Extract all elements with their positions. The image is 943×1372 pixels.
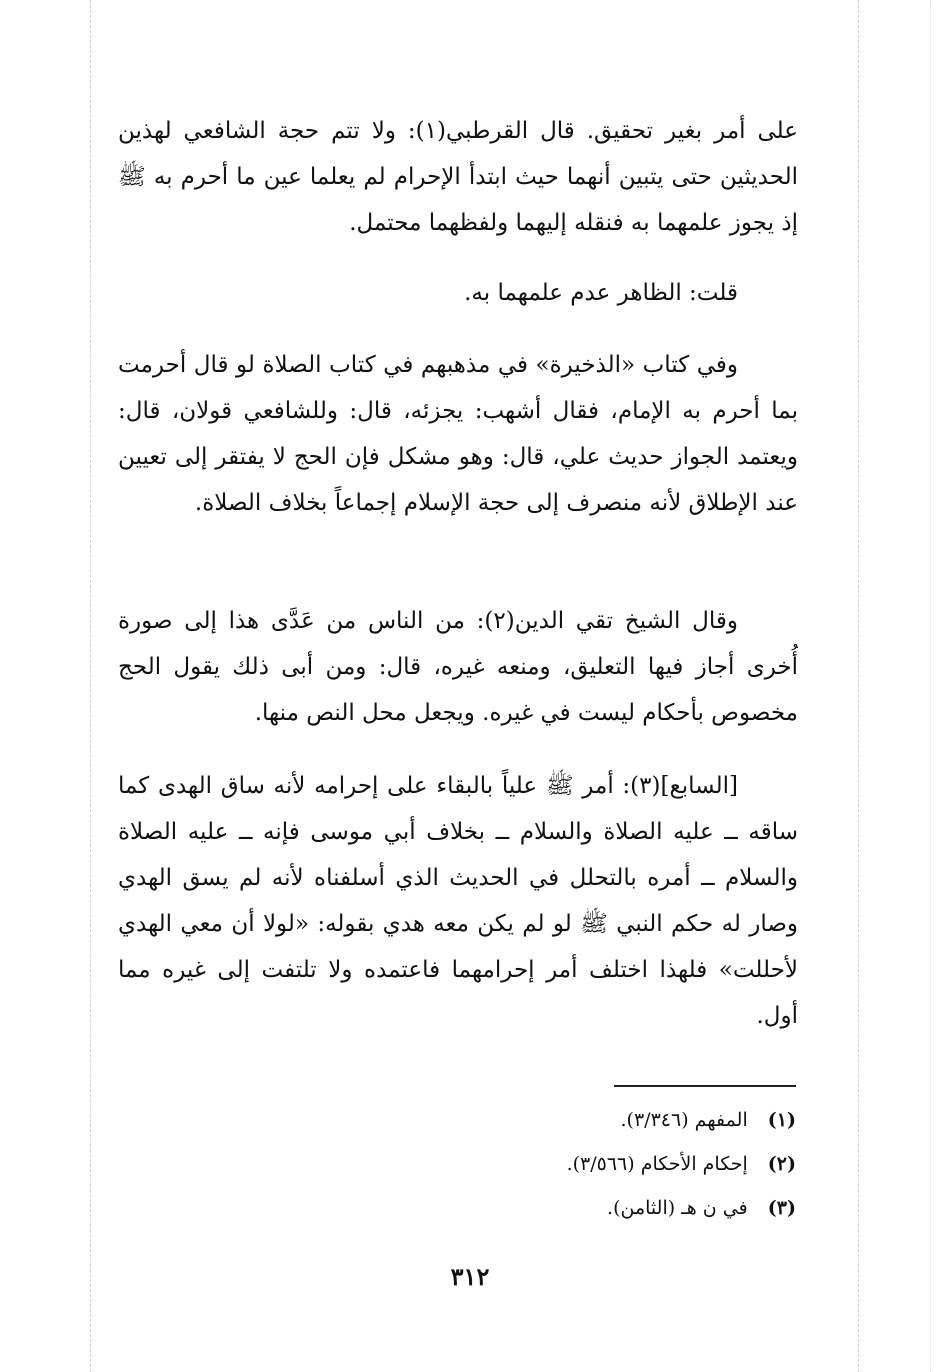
- footnote-2: [300, 1142, 796, 1186]
- footnote-text: إحكام الأحكام (٣/٥٦٦).: [566, 1153, 748, 1175]
- footnote-text: المفهم (٣/٣٤٦).: [620, 1109, 748, 1131]
- footnote-3: [300, 1186, 796, 1230]
- footnotes: [300, 1098, 796, 1230]
- footnote-1: [300, 1098, 796, 1142]
- footnote-text: في ن هـ (الثامن).: [607, 1197, 748, 1219]
- margin-guide-left: [90, 0, 91, 1372]
- footnote-number: (٣): [767, 1197, 796, 1219]
- footnote-separator: [614, 1085, 796, 1087]
- page-number: ٣١٢: [450, 1262, 490, 1291]
- paragraph-4: وقال الشيخ تقي الدين(٢): من الناس من عَدَّى هذا إلى صورة أُخرى أجاز فيها التعليق، ومنعه غيره، قال: ومن أبى ذلك يقول الحج مخصوص بأحكام ليست في غيره. ويجعل محل النص منها.: [118, 608, 798, 726]
- paragraph-3: وفي كتاب «الذخيرة» في مذهبهم في كتاب الصلاة لو قال أحرمت بما أحرم به الإمام، فقال أشهب: يجزئه، قال: وللشافعي قولان، قال: ويعتمد الجواز حديث علي، قال: وهو مشكل فإن الحج لا يفتقر إلى تعيين عند الإطلاق لأنه منصرف إلى حجة الإسلام إجماعاً بخلاف الصلاة.: [118, 352, 798, 516]
- paragraph-5: [السابع](٣): أمر ﷺ علياً بالبقاء على إحرامه لأنه ساق الهدى كما ساقه ــ عليه الصلاة والسلام ــ بخلاف أبي موسى فإنه ــ عليه الصلاة والسلام ــ أمره بالتحلل في الحديث الذي أسلفناه لأنه لم يسق الهدي وصار له حكم النبي ﷺ لو لم يكن معه هدي بقوله: «لولا أن معي الهدي لأحللت» فلهذا اختلف أمر إحرامهما فاعتمده ولا تلتفت إلى غيره مما أول.: [118, 773, 798, 1029]
- page-edge-line: [930, 0, 931, 1372]
- footnote-number: (٢): [767, 1153, 796, 1175]
- footnote-number: (١): [767, 1109, 796, 1131]
- paragraph-2: قلت: الظاهر عدم علمهما به.: [464, 280, 738, 306]
- paragraph-1: على أمر بغير تحقيق. قال القرطبي(١): ولا تتم حجة الشافعي لهذين الحديثين حتى يتبين أنهما حيث ابتدأ الإحرام لم يعلما عين ما أحرم به ﷺ إذ يجوز علمهما به فنقله إليهما ولفظهما محتمل.: [118, 118, 799, 236]
- margin-guide-right: [858, 0, 859, 1372]
